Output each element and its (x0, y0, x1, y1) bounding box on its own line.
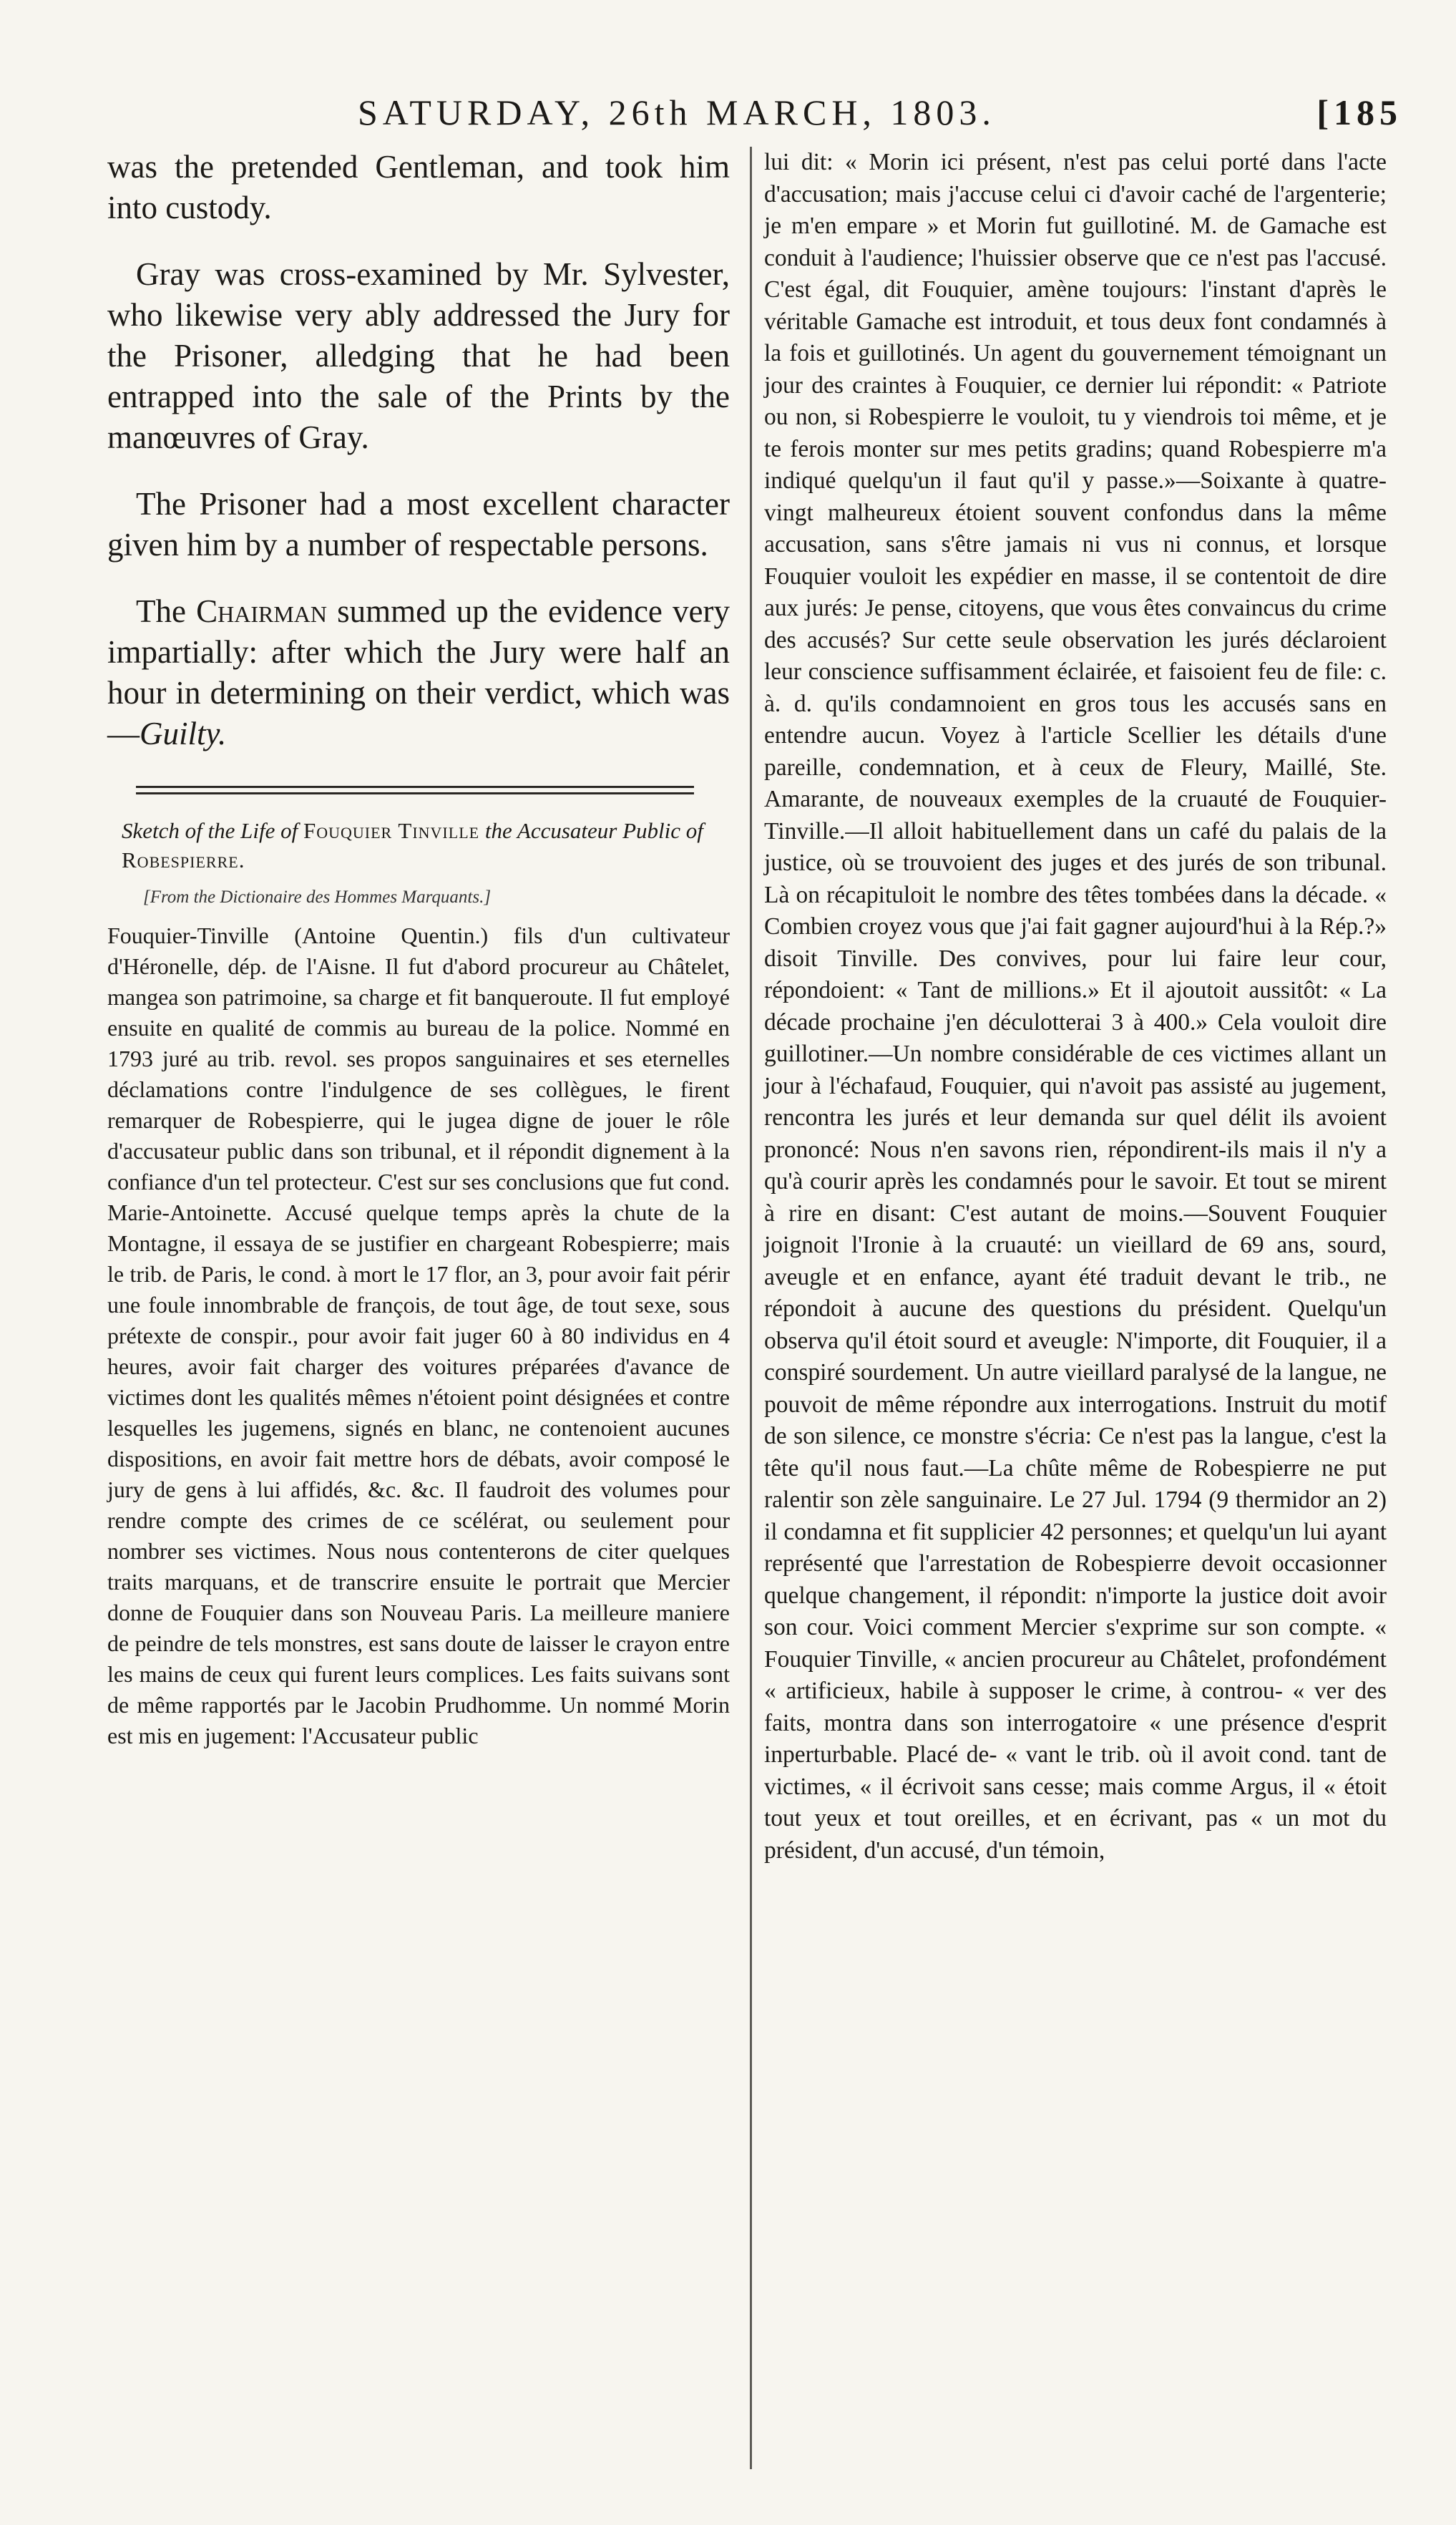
para4-text: summed up the evidence very impartially: after which the Jury were half an hour in determining on their verdict, which was— (107, 593, 730, 751)
report-paragraph-3: The Prisoner had a most excellent character given him by a number of respectable persons. (107, 486, 730, 563)
page-title: SATURDAY, 26th MARCH, 1803. (358, 92, 996, 132)
report-paragraph-2: Gray was cross-examined by Mr. Sylvester, who likewise very ably addressed the Jury for the Prisoner, alledging that he had been entrapped into the sale of the Prints by the manœuvres of Gray. (107, 256, 730, 455)
article-body-left: Fouquier-Tinville (Antoine Quentin.) fils d'un cultivateur d'Héronelle, dép. de l'Aisne. Il fut d'abord procureur au Châtelet, mangea son patrimoine, sa charge et fit banqueroute. Il fut employé ensuite en qualité de commis au bureau de la police. Nommé en 1793 juré au trib. revol. ses propos sanguinaires et ses eternelles déclamations contre l'indulgence de ses collègues, le firent remarquer de Robespierre, qui le jugea digne de jouer le rôle d'accusateur public dans son tribunal, et il répondit dignement à la confiance d'un tel protecteur. C'est sur ses conclusions que fut cond. Marie-Antoinette. Accusé quelque temps après la chute de la Montagne, il essaya de se justifier en chargeant Robespierre; mais le trib. de Paris, le cond. à mort le 17 flor, an 3, pour avoir fait périr une foule innombrable de françois, de tout âge, de tout sexe, sous prétexte de conspir., pour avoir fait juger 60 à 80 individus en 4 heures, avoir fait charger des voitures préparées d'avance de victimes dont les qualités mêmes n'étoient point désignées et contre lesquelles les jugemens, signés en blanc, ne contenoient aucunes dispositions, en avoir fait mettre hors de débats, avoir composé le jury de gens à lui affidés, &c. &c. Il faudroit des volumes pour rendre compte des crimes de ce scélérat, ou seulement pour nombrer ses victimes. Nous nous contenterons de citer quelques traits marquans, et de transcrire ensuite le portrait que Mercier donne de Fouquier dans son Nouveau Paris. La meilleure maniere de peindre de tels monstres, est sans doute de laisser le crayon entre les mains de ceux qui furent leurs complices. Les faits suivans sont de même rapportés par le Jacobin Prudhomme. Un nommé Morin est mis en jugement: l'Accusateur public (107, 923, 730, 1748)
article-title-name2: Robespierre. (122, 847, 245, 872)
article-title-part2: the Accusateur Public of (479, 818, 703, 843)
left-column (107, 147, 730, 1751)
right-column (764, 147, 1387, 1867)
column-divider (750, 147, 752, 2469)
page-header (343, 92, 1402, 135)
report-paragraph-1: was the pretended Gentleman, and took him into custody. (107, 149, 730, 225)
article-title (122, 816, 730, 875)
chairman-name: Chairman (196, 593, 327, 629)
para4-prefix: The (136, 593, 197, 629)
page-number: [185 (1316, 92, 1402, 132)
report-paragraph-4 (107, 591, 730, 754)
article-title-name: Fouquier Tinville (303, 818, 480, 843)
article-body-right: lui dit: « Morin ici présent, n'est pas celui porté dans l'acte d'accusation; mais j'accuse celui ci d'avoir caché de l'argenterie; je m'en empare » et Morin fut guillotiné. M. de Gamache est conduit à l'audience; l'huissier observe que ce n'est pas l'accusé. C'est égal, dit Fouquier, amène toujours: l'instant d'après le véritable Gamache est introduit, et tous deux font condamnés à la fois et guillotinés. Un agent du gouvernement témoignant un jour des craintes à Fouquier, ce dernier lui répondit: « Patriote ou non, si Robespierre le vouloit, tu y viendrois toi même, et je te ferois monter sur mes petits gradins; quand Robespierre m'a indiqué quelqu'un il faut qu'il y passe.»—Soixante à quatre-vingt malheureux étoient souvent confondus dans la même accusation, sans s'être jamais ni vus ni connus, et lorsque Fouquier vouloit les expédier en masse, il se contentoit de dire aux jurés: Je pense, citoyens, que vous êtes convaincus du crime des accusés? Sur cette seule observation les jurés déclaroient leur conscience suffisamment éclairée, et faisoient feu de file: c. à. d. qu'ils condamnoient en gros tous les accusés sans en entendre aucun. Voyez à l'article Scellier les détails d'une pareille, condemnation, et à ceux de Fleury, Maillé, Ste. Amarante, de nouveaux exemples de la cruauté de Fouquier-Tinville.—Il alloit habituellement dans un café du palais de la justice, où se trouvoient des juges et des jurés de son tribunal. Là on récapituloit le nombre des têtes tombées dans la décade. « Combien croyez vous que j'ai fait gagner aujourd'hui à la Rép.?» disoit Tinville. Des convives, pour lui faire leur cour, répondoient: « Tant de millions.» Et il ajoutoit aussitôt: « La décade prochaine j'en déculotterai 3 à 400.» Cela vouloit dire guillotiner.—Un nombre considérable de ces victimes allant un jour à l'échafaud, Fouquier, qui n'avoit pas assisté au jugement, rencontra les jurés et leur demanda sur quel délit ils avoient prononcé: Nous n'en savons rien, répondirent-ils mais il n'y a qu'à courir après les condamnés pour le savoir. Et tout se mirent à rire en disant: C'est autant de moins.—Souvent Fouquier joignoit l'Ironie à la cruauté: un vieillard de 69 ans, sourd, aveugle et en enfance, ayant été traduit devant le trib., ne répondoit à aucune des questions du président. Quelqu'un observa qu'il étoit sourd et aveugle: N'importe, dit Fouquier, il a conspiré sourdement. Un autre vieillard paralysé de la langue, ne pouvoit de même répondre aux interrogations. Instruit du motif de son silence, ce monstre s'écria: Ce n'est pas la langue, c'est la tête qu'il nous faut.—La chûte même de Robespierre ne put ralentir son zèle sanguinaire. Le 27 Jul. 1794 (9 thermidor an 2) il condamna et fit supplicier 42 personnes; et quelqu'un lui ayant représenté que l'arrestation de Robespierre devoit occasionner quelque changement, il répondit: n'importe la justice doit avoir son cour. Voici comment Mercier s'exprime sur son compte. « Fouquier Tinville, « ancien procureur au Châtelet, profondément « artificieux, habile à supposer le crime, à controu- « ver des faits, montra dans son interrogatoire « une présence d'esprit inperturbable. Placé de- « vant le trib. où il avoit cond. tant de victimes, « il écrivoit sans cesse; mais comme Argus, il « étoit tout yeux et tout oreilles, et en écrivant, pas « un mot du président, d'un accusé, d'un témoin, (764, 149, 1387, 1864)
section-divider (136, 786, 694, 794)
article-title-part1: Sketch of the Life of (122, 818, 303, 843)
article-source: [From the Dictionaire des Hommes Marquants.] (143, 887, 492, 907)
verdict: Guilty. (140, 716, 227, 751)
